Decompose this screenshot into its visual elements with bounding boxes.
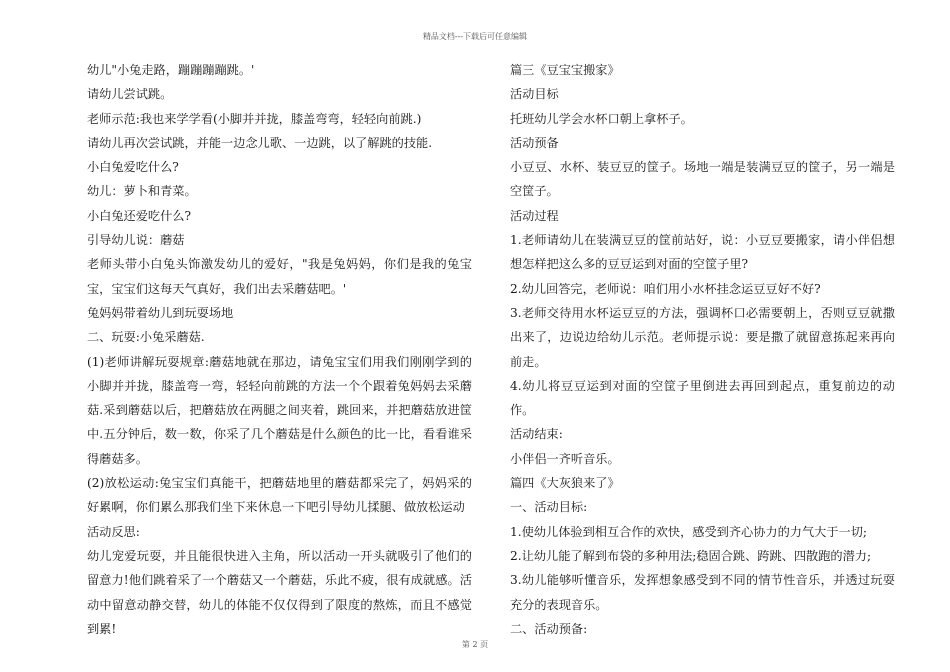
section-heading: 活动反思:: [87, 524, 140, 539]
paragraph: 幼儿"小兔走路，蹦蹦蹦蹦跳。': [87, 63, 255, 77]
paragraph: 3.老师交待用水杯运豆豆的方法，强调杯口必需要朝上，否则豆豆就撒出来了，边说边给幼儿示范。老师提示说：要是撒了就留意拣起来再向前走。: [510, 305, 895, 369]
paragraph: 老师头带小白兔头饰激发幼儿的爱好，"我是兔妈妈，你们是我的兔宝宝，宝宝们这每天气真好，我们出去采蘑菇吧。': [87, 257, 472, 296]
paragraph: 请幼儿尝试跳。: [87, 87, 173, 102]
paragraph: 1.老师请幼儿在装满豆豆的筐前站好，说：小豆豆要搬家，请小伴侣想想怎样把这么多的豆豆运到对面的空筐子里?: [510, 233, 895, 272]
right-column: [510, 58, 895, 641]
paragraph: 兔妈妈带着幼儿到玩耍场地: [87, 305, 234, 320]
section-heading: 二、玩耍:小兔采蘑菇.: [87, 330, 205, 345]
paragraph: 引导幼儿说：蘑菇: [87, 233, 185, 248]
paragraph: 小豆豆、水杯、装豆豆的筐子。场地一端是装满豆豆的筐子，另一端是空筐子。: [510, 160, 895, 199]
paragraph: 幼儿宠爱玩耍，并且能很快进入主角，所以活动一开头就吸引了他们的留意力!他们跳着采了一个蘑菇又一个蘑菇，乐此不疲，很有成就感。活动中留意动静交替，幼儿的体能不仅仅得到了限度的熬炼，而且不感觉到累!: [87, 548, 472, 636]
paragraph: (1)老师讲解玩耍规章:蘑菇地就在那边，请兔宝宝们用我们刚刚学到的小脚并并拢，膝盖弯一弯，轻轻向前跳的方法一个个跟着兔妈妈去采蘑菇.采到蘑菇以后，把蘑菇放在两腿之间夹着，跳回来，并把蘑菇放进筐中.五分钟后，数一数，你采了几个蘑菇是什么颜色的比一比，看看谁采得蘑菇多。: [87, 354, 472, 466]
paragraph: 托班幼儿学会水杯口朝上拿杯子。: [510, 111, 693, 126]
paragraph: 2.幼儿回答完，老师说：咱们用小水杯挂念运豆豆好不好?: [510, 281, 821, 296]
paragraph: 老师示范:我也来学学看(小脚并并拢，膝盖弯弯，轻轻向前跳.): [87, 111, 422, 126]
page-header: 精品文档---下载后可任意编辑: [422, 32, 528, 41]
paragraph: 1.使幼儿体验到相互合作的欢快，感受到齐心协力的力气大于一切;: [510, 524, 867, 539]
section-heading: 一、活动目标:: [510, 500, 588, 515]
paragraph: 小伴侣一齐听音乐。: [510, 451, 620, 466]
chapter-title: 篇三《豆宝宝搬家》: [510, 63, 620, 77]
section-heading: 活动结束:: [510, 427, 563, 442]
section-heading: 活动预备: [510, 135, 559, 150]
paragraph: (2)放松运动:兔宝宝们真能干，把蘑菇地里的蘑菇都采完了，妈妈采的好累啊，你们累么那我们坐下来休息一下吧引导幼儿揉腿、做放松运动: [87, 476, 472, 515]
left-column: [87, 58, 472, 641]
chapter-title: 篇四《大灰狼来了》: [510, 476, 620, 491]
section-heading: 活动目标: [510, 87, 559, 102]
paragraph: 2.让幼儿能了解到布袋的多种用法;稳固合跳、跨跳、四散跑的潜力;: [510, 548, 872, 563]
paragraph: 3.幼儿能够听懂音乐，发挥想象感受到不同的情节性音乐，并透过玩耍充分的表现音乐。: [510, 573, 895, 612]
paragraph: 幼儿：萝卜和青菜。: [87, 184, 197, 199]
section-heading: 二、活动预备:: [510, 621, 588, 636]
paragraph: 小白兔爱吃什么?: [87, 160, 179, 175]
paragraph: 4.幼儿将豆豆运到对面的空筐子里倒进去再回到起点，重复前边的动作。: [510, 378, 895, 418]
paragraph: 请幼儿再次尝试跳，并能一边念儿歌、一边跳，以了解跳的技能.: [87, 135, 433, 150]
paragraph: 小白兔还爱吃什么?: [87, 208, 192, 223]
section-heading: 活动过程: [510, 208, 559, 223]
page-number: 第 2 页: [461, 640, 489, 649]
